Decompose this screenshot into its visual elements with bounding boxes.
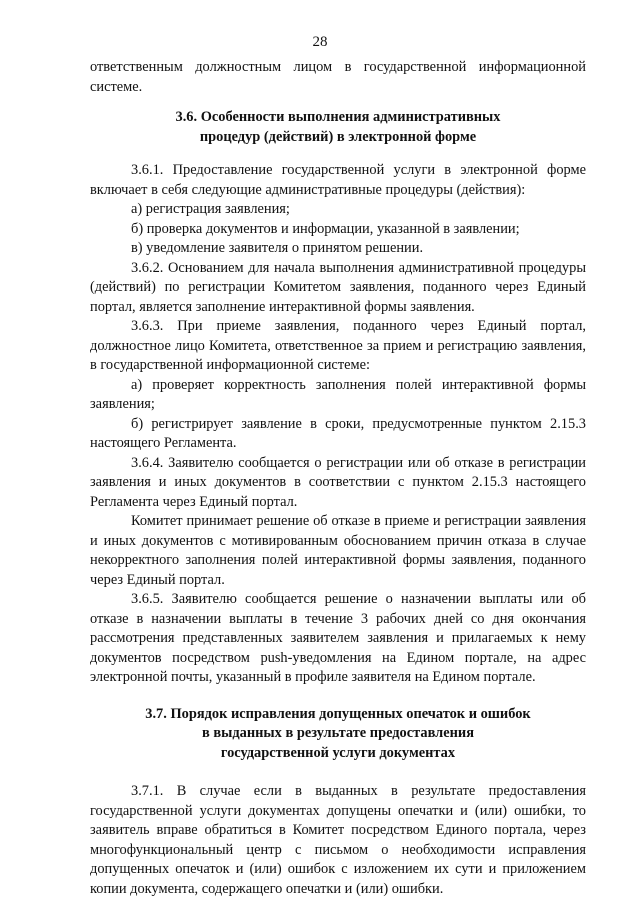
list-item-b: б) проверка документов и информации, указанной в заявлении; xyxy=(131,220,520,237)
heading-line: государственной услуги документах xyxy=(220,744,456,761)
list-item-a: а) проверяет корректность заполнения полей интерактивной формы заявления; xyxy=(90,376,586,412)
heading-line: в выданных в результате предоставления xyxy=(201,725,474,741)
page-number: 28 xyxy=(312,34,328,50)
heading-line: процедур (действий) в электронной форме xyxy=(199,128,477,145)
heading-line: 3.7. Порядок исправления допущенных опечаток и ошибок xyxy=(145,705,531,722)
paragraph-3-7-1: 3.7.1. В случае если в выданных в результате предоставления государственной услуги документах допущены опечатки и (или) ошибки, то заявитель вправе обратиться в Комитет посредством Единого портала, через многофункциональный центр с письмом о необходимости исправления допущенных опечаток и (или) ошибок с изложением их сути и приложением копии документа, содержащего опечатки и (или) ошибки. xyxy=(90,783,586,897)
paragraph-3-6-3: 3.6.3. При приеме заявления, поданного через Единый портал, должностное лицо Комитета, ответственное за прием и регистрацию заявления, в государственной информационной системе: xyxy=(90,318,586,373)
list-item-b: б) регистрирует заявление в сроки, предусмотренные пунктом 2.15.3 настоящего Регламента. xyxy=(90,415,586,451)
heading-line: 3.6. Особенности выполнения административных xyxy=(175,109,501,125)
paragraph-3-6-1: 3.6.1. Предоставление государственной услуги в электронной форме включает в себя следующие административные процедуры (действия): xyxy=(90,162,586,198)
continuation-paragraph: ответственным должностным лицом в государственной информационной системе. xyxy=(90,59,586,95)
list-item-v: в) уведомление заявителя о принятом решении. xyxy=(131,240,424,256)
paragraph-3-6-4: 3.6.4. Заявителю сообщается о регистрации или об отказе в регистрации заявления и иных документов в соответствии с пунктом 2.15.3 настоящего Регламента через Единый портал. xyxy=(90,454,586,510)
paragraph-3-6-5: 3.6.5. Заявителю сообщается решение о назначении выплаты или об отказе в назначении выплаты в течение 3 рабочих дней со дня окончания рассмотрения представленных заявителем заявления и прилагаемых к нему документов посредством push-уведомления на Едином портале, на адрес электронной почты, указанный в профиле заявителя на Едином портале. xyxy=(90,591,586,685)
paragraph-refusal: Комитет принимает решение об отказе в приеме и регистрации заявления и иных документов с мотивированным обоснованием причин отказа в случае некорректного заполнения полей интерактивной формы заявления, поданного через Единый портал. xyxy=(90,513,586,588)
document-body xyxy=(90,58,586,899)
section-heading-3-7 xyxy=(90,705,586,764)
list-item-a: а) регистрация заявления; xyxy=(131,201,290,217)
paragraph-3-6-2: 3.6.2. Основанием для начала выполнения административной процедуры (действий) по регистрации Комитетом заявления, поданного через Единый портал, является заполнение интерактивной формы заявления. xyxy=(90,259,586,315)
section-heading-3-6 xyxy=(90,108,586,147)
